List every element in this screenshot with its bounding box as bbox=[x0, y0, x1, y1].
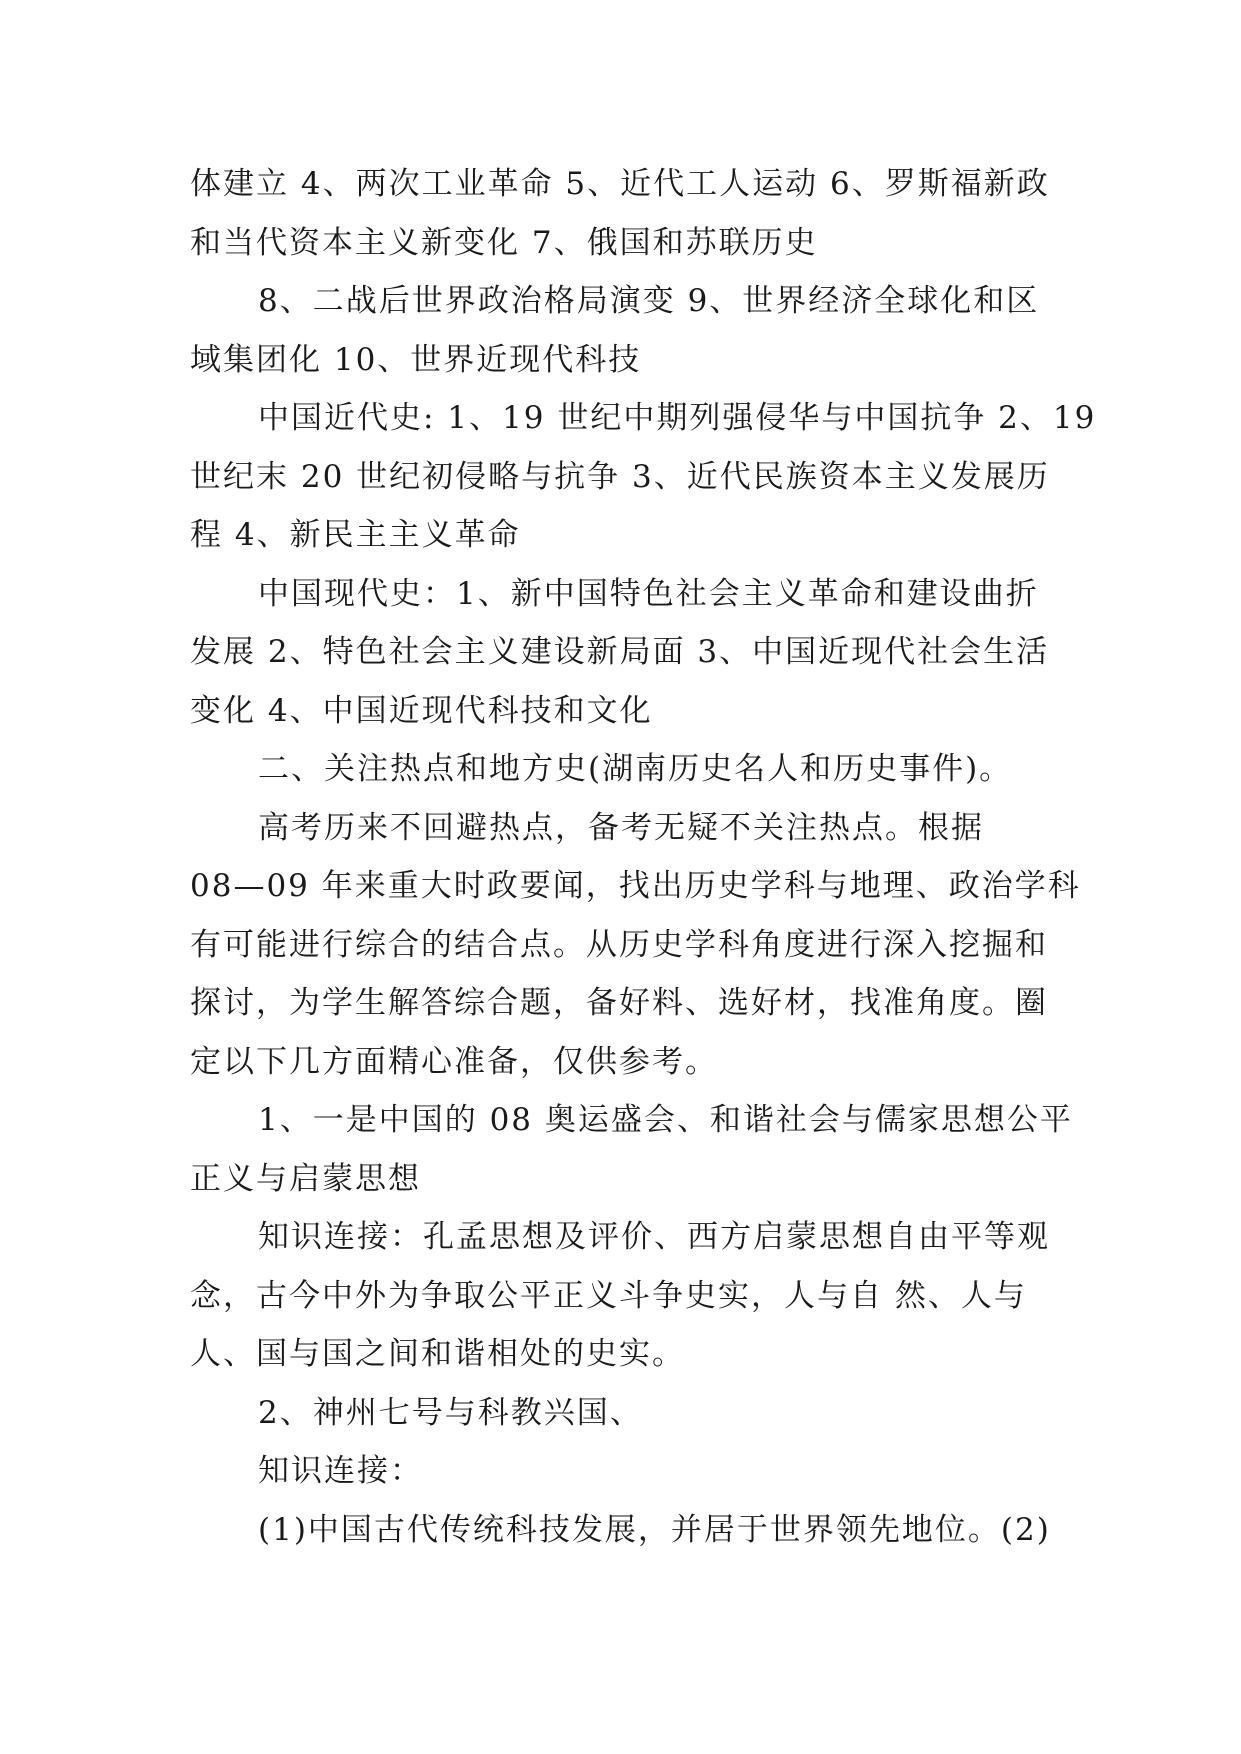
text-line: 中国现代史：1、新中国特色社会主义革命和建设曲折 bbox=[258, 575, 1039, 612]
text-line: 域集团化 10、世界近现代科技 bbox=[190, 341, 642, 378]
text-line: 体建立 4、两次工业革命 5、近代工人运动 6、罗斯福新政 bbox=[190, 166, 1050, 202]
text-line: 发展 2、特色社会主义建设新局面 3、中国近现代社会生活 bbox=[190, 634, 1050, 670]
text-line: 高考历来不回避热点，备考无疑不关注热点。根据 bbox=[258, 809, 984, 846]
text-line: 8、二战后世界政治格局演变 9、世界经济全球化和区 bbox=[258, 283, 1040, 319]
text-line: 定以下几方面精心准备，仅供参考。 bbox=[190, 1043, 718, 1080]
text-line: 探讨，为学生解答综合题，备好料、选好材，找准角度。圈 bbox=[190, 985, 1048, 1021]
text-line: 二、关注热点和地方史(湖南历史名人和历史事件)。 bbox=[258, 751, 1013, 787]
text-line: 中国近代史: 1、19 世纪中期列强侵华与中国抗争 2、19 bbox=[258, 400, 1097, 436]
text-line: (1)中国古代传统科技发展，并居于世界领先地位。(2) bbox=[258, 1511, 1051, 1548]
text-line: 知识连接：孔孟思想及评价、西方启蒙思想自由平等观 bbox=[258, 1219, 1050, 1255]
text-line: 08—09 年来重大时政要闻，找出历史学科与地理、政治学科 bbox=[190, 868, 1081, 904]
text-line: 有可能进行综合的结合点。从历史学科角度进行深入挖掘和 bbox=[190, 926, 1048, 963]
text-line: 和当代资本主义新变化 7、俄国和苏联历史 bbox=[190, 224, 818, 261]
text-line: 2、神州七号与科教兴国、 bbox=[258, 1394, 643, 1431]
text-line: 变化 4、中国近现代科技和文化 bbox=[190, 692, 653, 729]
text-line: 知识连接： bbox=[258, 1453, 423, 1489]
text-line: 正义与启蒙思想 bbox=[190, 1160, 421, 1197]
text-line: 人、国与国之间和谐相处的史实。 bbox=[190, 1336, 685, 1372]
document-body bbox=[190, 155, 1097, 1559]
text-line: 1、一是中国的 08 奥运盛会、和谐社会与儒家思想公平 bbox=[258, 1102, 1073, 1138]
text-line: 世纪末 20 世纪初侵略与抗争 3、近代民族资本主义发展历 bbox=[190, 458, 1050, 495]
text-line: 念，古今中外为争取公平正义斗争史实，人与自 然、人与 bbox=[190, 1277, 1027, 1314]
text-line: 程 4、新民主主义革命 bbox=[190, 517, 521, 553]
